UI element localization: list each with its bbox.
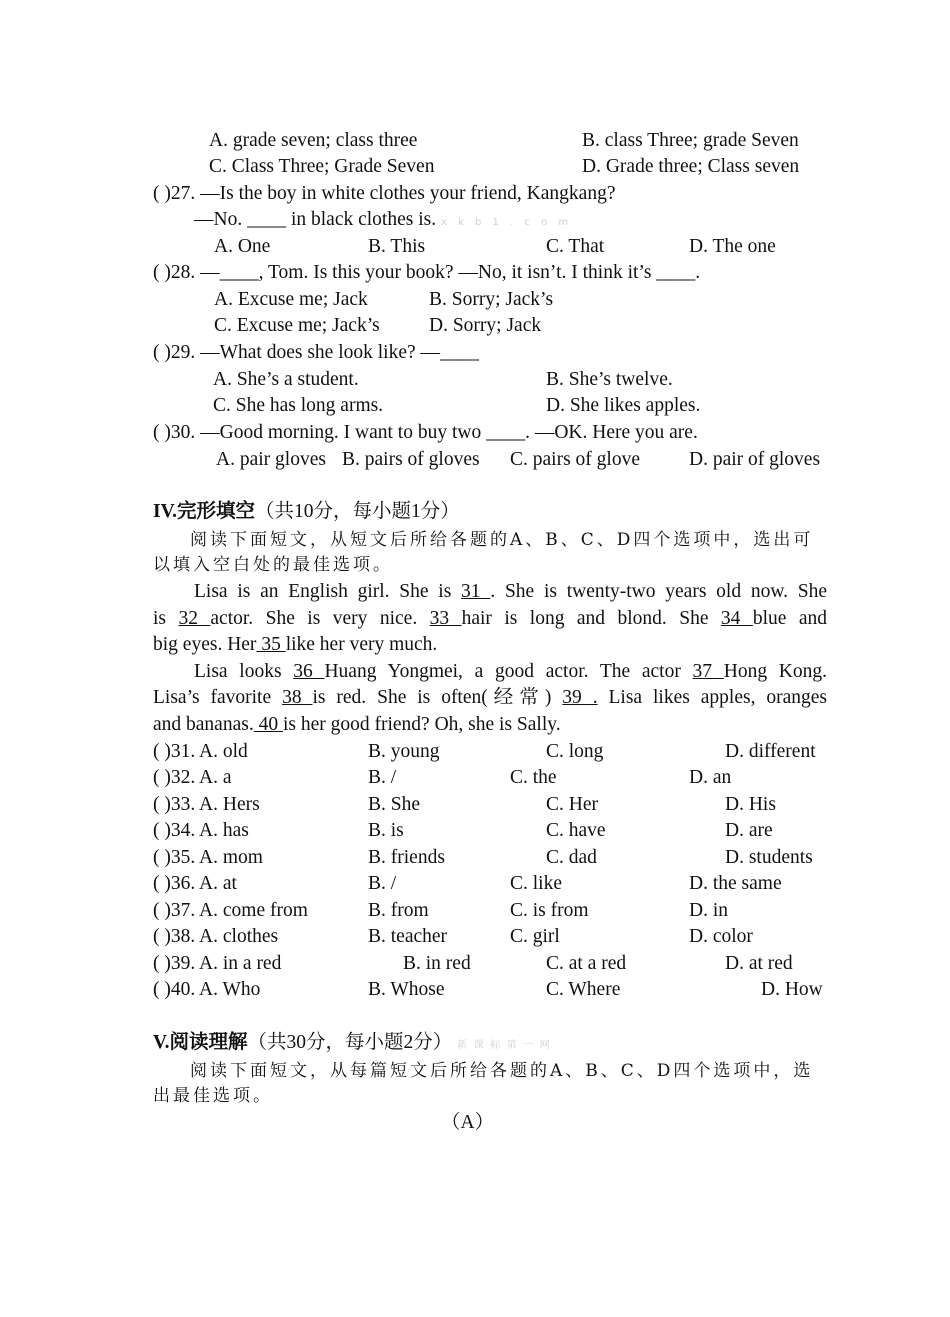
- passage-text: hair is long and blond. She: [461, 608, 721, 629]
- q26-option-d: D. Grade three; Class seven: [582, 156, 800, 177]
- passage-p2-line3: [153, 712, 561, 738]
- q36-option-c: C. like: [510, 873, 562, 894]
- blank-31: 31: [461, 581, 491, 602]
- q27-option-d: D. The one: [689, 236, 776, 257]
- blank-33: 33: [429, 608, 462, 629]
- q30-stem: ( )30. —Good morning. I want to buy two ____. —OK. Here you are.: [153, 422, 698, 443]
- q29-option-b: B. She’s twelve.: [546, 369, 673, 390]
- q28-option-d: D. Sorry; Jack: [429, 315, 542, 336]
- passage-text: and bananas.: [153, 714, 254, 735]
- passage-text: big eyes. Her: [153, 634, 257, 655]
- q36-option-a: ( )36. A. at: [153, 873, 237, 894]
- q29-stem: ( )29. —What does she look like? —____: [153, 342, 480, 363]
- q38-option-a: ( )38. A. clothes: [153, 926, 279, 947]
- q35-option-d: D. students: [725, 847, 813, 868]
- q28-option-b: B. Sorry; Jack’s: [429, 289, 554, 310]
- q30-option-b: B. pairs of gloves: [342, 449, 480, 470]
- blank-39: 39 .: [562, 687, 598, 708]
- q33-option-c: C. Her: [546, 794, 598, 815]
- passage-a-label: （A）: [441, 1112, 495, 1133]
- q33-option-a: ( )33. A. Hers: [153, 794, 260, 815]
- q27-option-a: A. One: [214, 236, 271, 257]
- q34-option-a: ( )34. A. has: [153, 820, 249, 841]
- q37-option-d: D. in: [689, 900, 728, 921]
- q27-stem: ( )27. —Is the boy in white clothes your friend, Kangkang?: [153, 183, 616, 204]
- passage-text: Lisa likes apples, oranges: [597, 687, 828, 708]
- q31-option-c: C. long: [546, 741, 604, 762]
- passage-text: blue and: [752, 608, 828, 629]
- section-4-note: （共10分，每小题1分）: [255, 501, 460, 522]
- passage-text: . She is twenty-two years old now. She: [490, 581, 828, 602]
- q32-option-c: C. the: [510, 767, 557, 788]
- q39-option-a: ( )39. A. in a red: [153, 953, 282, 974]
- blank-34: 34: [720, 608, 753, 629]
- q32-option-a: ( )32. A. a: [153, 767, 232, 788]
- q31-option-a: ( )31. A. old: [153, 741, 248, 762]
- blank-32: 32: [178, 608, 211, 629]
- q37-option-b: B. from: [368, 900, 429, 921]
- q28-stem: ( )28. —____, Tom. Is this your book? —No, it isn’t. I think it’s ____.: [153, 262, 701, 283]
- q39-option-c: C. at a red: [546, 953, 627, 974]
- section-4-heading: [153, 499, 460, 525]
- section-5-instruction-line1: 阅读下面短文，从每篇短文后所给各题的A、B、C、D四个选项中，选: [190, 1061, 814, 1081]
- passage-text: is her good friend? Oh, she is Sally.: [282, 714, 561, 735]
- passage-text: is: [153, 608, 179, 629]
- blank-38: 38: [282, 687, 313, 708]
- section-5-title: V.阅读理解: [153, 1032, 248, 1053]
- passage-text: Lisa’s favorite: [153, 687, 283, 708]
- q33-option-d: D. His: [725, 794, 776, 815]
- section-5-note: （共30分，每小题2分）: [247, 1032, 453, 1053]
- q27-option-b: B. This: [368, 236, 426, 257]
- blank-36: 36: [293, 661, 325, 682]
- q35-option-c: C. dad: [546, 847, 597, 868]
- q36-option-b: B. /: [368, 873, 397, 894]
- q37-option-c: C. is from: [510, 900, 589, 921]
- q35-option-b: B. friends: [368, 847, 445, 868]
- q31-option-d: D. different: [725, 741, 816, 762]
- q31-option-b: B. young: [368, 741, 440, 762]
- q27-line2-text: —No. ____ in black clothes is.: [194, 209, 437, 230]
- q40-option-a: ( )40. A. Who: [153, 979, 261, 1000]
- q26-option-b: B. class Three; grade Seven: [582, 130, 799, 151]
- passage-text: Lisa is an English girl. She is: [194, 581, 462, 602]
- q35-option-a: ( )35. A. mom: [153, 847, 263, 868]
- blank-40: 40: [253, 714, 283, 735]
- q40-option-b: B. Whose: [368, 979, 445, 1000]
- q36-option-d: D. the same: [689, 873, 782, 894]
- q34-option-b: B. is: [368, 820, 404, 841]
- q32-option-b: B. /: [368, 767, 397, 788]
- q29-option-c: C. She has long arms.: [213, 395, 384, 416]
- q38-option-d: D. color: [689, 926, 753, 947]
- passage-text: Hong Kong.: [723, 661, 828, 682]
- passage-p1-line3: [153, 632, 437, 658]
- section-5-heading: [153, 1030, 552, 1059]
- watermark-text: 新 课 标 第 一 网: [457, 1040, 552, 1051]
- q33-option-b: B. She: [368, 794, 421, 815]
- section-4-instruction-line2: 以填入空白处的最佳选项。: [153, 555, 393, 575]
- passage-p2-line1: [153, 659, 827, 685]
- passage-p2-line2: [153, 685, 827, 711]
- q26-option-a: A. grade seven; class three: [209, 130, 418, 151]
- passage-text: is red. She is often(经常): [312, 687, 563, 708]
- blank-35: 35: [256, 634, 286, 655]
- q39-option-b: B. in red: [403, 953, 471, 974]
- q28-option-a: A. Excuse me; Jack: [214, 289, 368, 310]
- passage-text: Lisa looks: [194, 661, 294, 682]
- watermark-text: x k b 1 . c o m: [440, 217, 573, 228]
- q34-option-d: D. are: [725, 820, 773, 841]
- passage-text: like her very much.: [285, 634, 438, 655]
- q32-option-d: D. an: [689, 767, 732, 788]
- q30-option-a: A. pair gloves: [216, 449, 326, 470]
- section-5-instruction-line2: 出最佳选项。: [153, 1086, 273, 1106]
- q40-option-c: C. Where: [546, 979, 621, 1000]
- section-4-instruction-line1: 阅读下面短文，从短文后所给各题的A、B、C、D四个选项中，选出可: [190, 530, 814, 550]
- q27-line2: [194, 207, 572, 236]
- q40-option-d: D. How: [761, 979, 823, 1000]
- q26-option-c: C. Class Three; Grade Seven: [209, 156, 435, 177]
- section-4-title: IV.完形填空: [153, 501, 256, 522]
- q28-option-c: C. Excuse me; Jack’s: [214, 315, 380, 336]
- q39-option-d: D. at red: [725, 953, 793, 974]
- passage-text: Huang Yongmei, a good actor. The actor: [324, 661, 693, 682]
- passage-p1-line1: [153, 579, 827, 605]
- q30-option-c: C. pairs of glove: [510, 449, 640, 470]
- q37-option-a: ( )37. A. come from: [153, 900, 308, 921]
- q29-option-a: A. She’s a student.: [213, 369, 359, 390]
- q27-option-c: C. That: [546, 236, 605, 257]
- q29-option-d: D. She likes apples.: [546, 395, 701, 416]
- q38-option-b: B. teacher: [368, 926, 448, 947]
- q30-option-d: D. pair of gloves: [689, 449, 821, 470]
- q34-option-c: C. have: [546, 820, 606, 841]
- passage-p1-line2: [153, 606, 827, 632]
- blank-37: 37: [692, 661, 724, 682]
- q38-option-c: C. girl: [510, 926, 560, 947]
- passage-text: actor. She is very nice.: [210, 608, 430, 629]
